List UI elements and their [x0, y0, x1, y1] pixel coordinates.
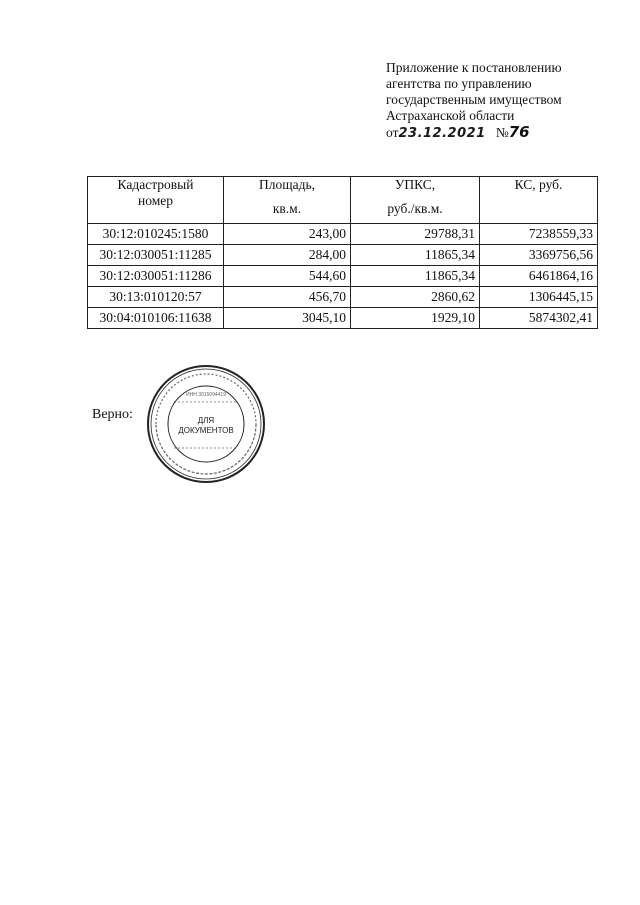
cell-cadastral-number: 30:12:030051:11285: [88, 245, 224, 266]
cell-ks: 7238559,33: [480, 224, 598, 245]
table-row: [88, 266, 598, 287]
cell-upks: 11865,34: [351, 266, 480, 287]
table-row: [88, 245, 598, 266]
cadastral-value-table: [87, 176, 598, 329]
date-prefix: от: [386, 125, 399, 140]
annex-line-3: государственным имуществом: [386, 92, 562, 107]
number-prefix: №: [495, 125, 509, 140]
cell-ks: 5874302,41: [480, 308, 598, 329]
official-seal-stamp: [144, 362, 268, 486]
cell-upks: 11865,34: [351, 245, 480, 266]
cell-area: 243,00: [224, 224, 351, 245]
table-header-row: [88, 177, 598, 224]
header-ks: КС, руб.: [480, 177, 598, 224]
cell-area: 544,60: [224, 266, 351, 287]
table-row: [88, 224, 598, 245]
header-upks: УПКС, руб./кв.м.: [351, 177, 480, 224]
stamp-center-bottom: ДОКУМЕНТОВ: [178, 426, 234, 435]
cell-ks: 1306445,15: [480, 287, 598, 308]
cell-area: 456,70: [224, 287, 351, 308]
cell-cadastral-number: 30:12:010245:1580: [88, 224, 224, 245]
annex-date-number: [386, 124, 626, 142]
stamp-inn: ИНН 3015094419: [185, 392, 227, 398]
cell-cadastral-number: 30:12:030051:11286: [88, 266, 224, 287]
annex-line-2: агентства по управлению: [386, 76, 532, 91]
cell-ks: 6461864,16: [480, 266, 598, 287]
cell-upks: 1929,10: [351, 308, 480, 329]
stamp-center-top: ДЛЯ: [197, 416, 215, 425]
cell-cadastral-number: 30:13:010120:57: [88, 287, 224, 308]
header-cadastral-number: Кадастровый номер: [88, 177, 224, 224]
annex-header: [386, 60, 626, 142]
table-row: [88, 287, 598, 308]
cell-ks: 3369756,56: [480, 245, 598, 266]
table-row: [88, 308, 598, 329]
cell-cadastral-number: 30:04:010106:11638: [88, 308, 224, 329]
handwritten-number: 76: [508, 123, 530, 141]
cell-upks: 29788,31: [351, 224, 480, 245]
header-area: Площадь, кв.м.: [224, 177, 351, 224]
cell-area: 3045,10: [224, 308, 351, 329]
certification-label: Верно:: [92, 407, 133, 422]
handwritten-date: 23.12.2021: [398, 126, 486, 141]
annex-line-4: Астраханской области: [386, 108, 515, 123]
annex-line-1: Приложение к постановлению: [386, 60, 562, 75]
cell-upks: 2860,62: [351, 287, 480, 308]
cell-area: 284,00: [224, 245, 351, 266]
